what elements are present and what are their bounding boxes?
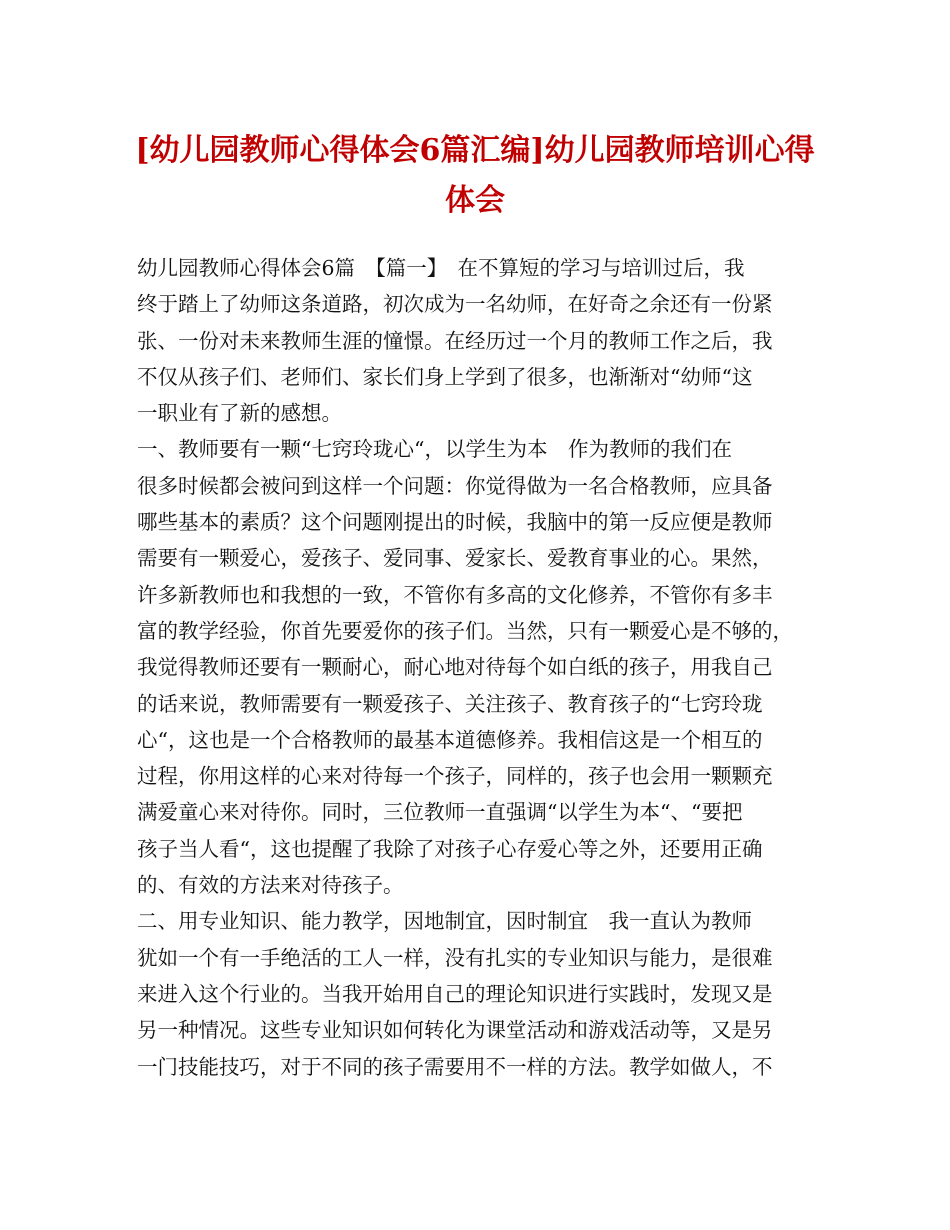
body-line: 一门技能技巧，对于不同的孩子需要用不一样的方法。教学如做人，不	[137, 1054, 773, 1079]
body-line: 的话来说，教师需要有一颗爱孩子、关注孩子、教育孩子的“七窍玲珑	[137, 691, 763, 716]
body-line: 需要有一颗爱心，爱孩子、爱同事、爱家长、爱教育事业的心。果然，	[137, 546, 773, 571]
body-line: 一、教师要有一颗“七窍玲珑心“，以学生为本 作为教师的我们在	[137, 437, 732, 462]
body-line: 心“，这也是一个合格教师的最基本道德修养。我相信这是一个相互的	[137, 727, 763, 752]
document-title	[100, 126, 850, 226]
body-line: 的、有效的方法来对待孩子。	[137, 873, 404, 898]
body-line: 犹如一个有一手绝活的工人一样，没有扎实的专业知识与能力，是很难	[137, 945, 773, 970]
body-line: 满爱童心来对待你。同时，三位教师一直强调“以学生为本“、“要把	[137, 800, 743, 825]
body-line: 不仅从孩子们、老师们、家长们身上学到了很多，也渐渐对“幼师“这	[137, 364, 753, 389]
body-line: 富的教学经验，你首先要爱你的孩子们。当然，只有一颗爱心是不够的，	[137, 618, 793, 643]
body-line: 我觉得教师还要有一颗耐心，耐心地对待每个如白纸的孩子，用我自己	[137, 655, 773, 680]
body-line: 另一种情况。这些专业知识如何转化为课堂活动和游戏活动等，又是另	[137, 1018, 773, 1043]
body-line: 过程，你用这样的心来对待每一个孩子，同样的，孩子也会用一颗颗充	[137, 764, 773, 789]
title-line: [幼儿园教师心得体会6篇汇编]幼儿园教师培训心得	[135, 133, 815, 168]
body-line: 二、用专业知识、能力教学，因地制宜，因时制宜 我一直认为教师	[137, 909, 752, 934]
body-line: 张、一份对未来教师生涯的憧憬。在经历过一个月的教师工作之后，我	[137, 328, 773, 353]
body-line: 孩子当人看“，这也提醒了我除了对孩子心存爱心等之外，还要用正确	[137, 836, 763, 861]
body-line: 很多时候都会被问到这样一个问题：你觉得做为一名合格教师，应具备	[137, 473, 773, 498]
body-line: 来进入这个行业的。当我开始用自己的理论知识进行实践时，发现又是	[137, 981, 773, 1006]
title-line: 体会	[445, 183, 505, 218]
body-line: 许多新教师也和我想的一致，不管你有多高的文化修养，不管你有多丰	[137, 582, 773, 607]
body-line: 一职业有了新的感想。	[137, 401, 342, 426]
body-line: 终于踏上了幼师这条道路，初次成为一名幼师，在好奇之余还有一份紧	[137, 292, 773, 317]
body-line: 哪些基本的素质？这个问题刚提出的时候，我脑中的第一反应便是教师	[137, 510, 773, 535]
body-line: 幼儿园教师心得体会6篇 【篇一】 在不算短的学习与培训过后，我	[137, 256, 745, 280]
document-body	[137, 250, 827, 1085]
